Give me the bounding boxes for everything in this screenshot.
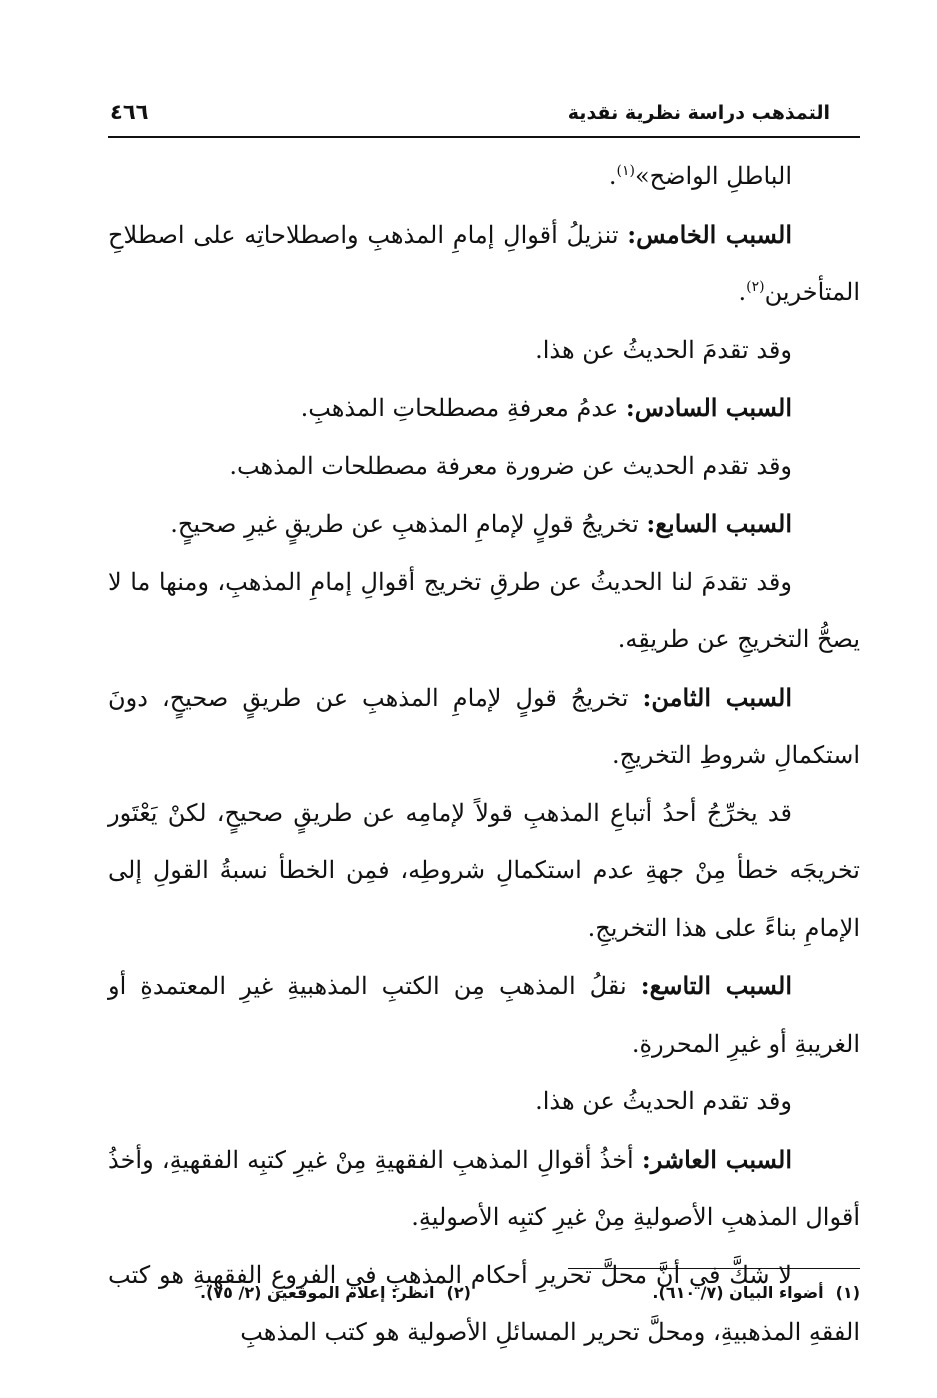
footnote-ref-1: (١)	[616, 163, 635, 179]
paragraph-reason-5: السبب الخامس: تنزيلُ أقوالِ إمامِ المذهبِ واصطلاحاتِه على اصطلاحِ المتأخرين$^{(٢)}$.	[108, 219, 860, 306]
paragraph-7: وقد تقدمَ لنا الحديثُ عن طرقِ تخريج أقوالِ إمامِ المذهبِ، ومنها ما لا يصحُّ التخريجِ عن طريقِه.	[108, 567, 860, 653]
paragraph-reason-9: السبب التاسع: نقلُ المذهبِ مِن الكتبِ المذهبيةِ غيرِ المعتمدةِ أو الغريبةِ أو غيرِ المحررةِ.	[108, 971, 860, 1058]
body-text	[108, 148, 860, 1362]
running-head	[110, 100, 830, 130]
footnote-2	[200, 1283, 471, 1302]
reason-label: السبب التاسع:	[640, 971, 792, 1000]
footnote-rule	[568, 1268, 860, 1269]
reason-label: السبب السابع:	[646, 509, 792, 538]
footnote-1	[652, 1283, 860, 1302]
reason-label: السبب الخامس:	[627, 219, 792, 249]
header-rule	[108, 136, 860, 138]
paragraph-reason-8: السبب الثامن: تخريجُ قولٍ لإمامِ المذهبِ عن طريقٍ صحيحٍ، دونَ استكمالِ شروطِ التخريجِ.	[108, 682, 860, 769]
paragraph-reason-7: السبب السابع: تخريجُ قولٍ لإمامِ المذهبِ عن طريقٍ غيرِ صحيحٍ.	[170, 509, 792, 538]
paragraph-reason-6: السبب السادس: عدمُ معرفةِ مصطلحاتِ المذهبِ.	[300, 393, 792, 422]
paragraph-13: لا شكَّ في أنَّ محلَّ تحريرِ أحكام المذهبِ في الفروعِ الفقهيةِ هو كتب الفقهِ المذهبيةِ، ومحلَّ تحرير المسائلِ الأصولية هو كتب المذهبِ	[108, 1260, 860, 1346]
page-number: ٤٦٦	[110, 100, 149, 124]
paragraph-reason-10: السبب العاشر: أخذُ أقوالِ المذهبِ الفقهيةِ مِنْ غيرِ كتبِه الفقهيةِ، وأخذُ أقوال المذهبِ الأصوليةِ مِنْ غيرِ كتبِه الأصوليةِ.	[108, 1144, 860, 1231]
footnote-number: (١)	[835, 1283, 860, 1302]
reason-label: السبب السادس:	[625, 393, 792, 422]
footnote-number: (٢)	[446, 1283, 471, 1302]
footnote-text: انظر: إعلام الموقعين (٢/ ٧٥).	[200, 1283, 435, 1302]
footnote-ref-2: (٢)	[746, 279, 765, 295]
footnote-text: أضواء البيان (٧/ ٦١٠).	[652, 1283, 824, 1302]
paragraph-1: الباطلِ الواضح»$^{(١)}$.	[608, 162, 792, 190]
paragraph-5: وقد تقدم الحديث عن ضرورة معرفة مصطلحات المذهب.	[229, 451, 792, 480]
paragraph-3: وقد تقدمَ الحديثُ عن هذا.	[535, 335, 792, 364]
reason-label: السبب الثامن:	[642, 682, 793, 712]
running-title: التمذهب دراسة نظرية نقدية	[567, 102, 830, 124]
footnotes	[200, 1283, 860, 1315]
paragraph-9: قد يخرِّجُ أحدُ أتباعِ المذهبِ قولاً لإمامِه عن طريقٍ صحيحٍ، لكنْ يَعْتَور تخريجَه خطأ مِنْ جهةِ عدم استكمالِ شروطِه، فمِن الخطأ نسبةُ القولِ إلى الإمامِ بناءً على هذا التخريجِ.	[108, 798, 860, 942]
reason-label: السبب العاشر:	[641, 1144, 792, 1174]
paragraph-11: وقد تقدم الحديثُ عن هذا.	[535, 1087, 792, 1115]
